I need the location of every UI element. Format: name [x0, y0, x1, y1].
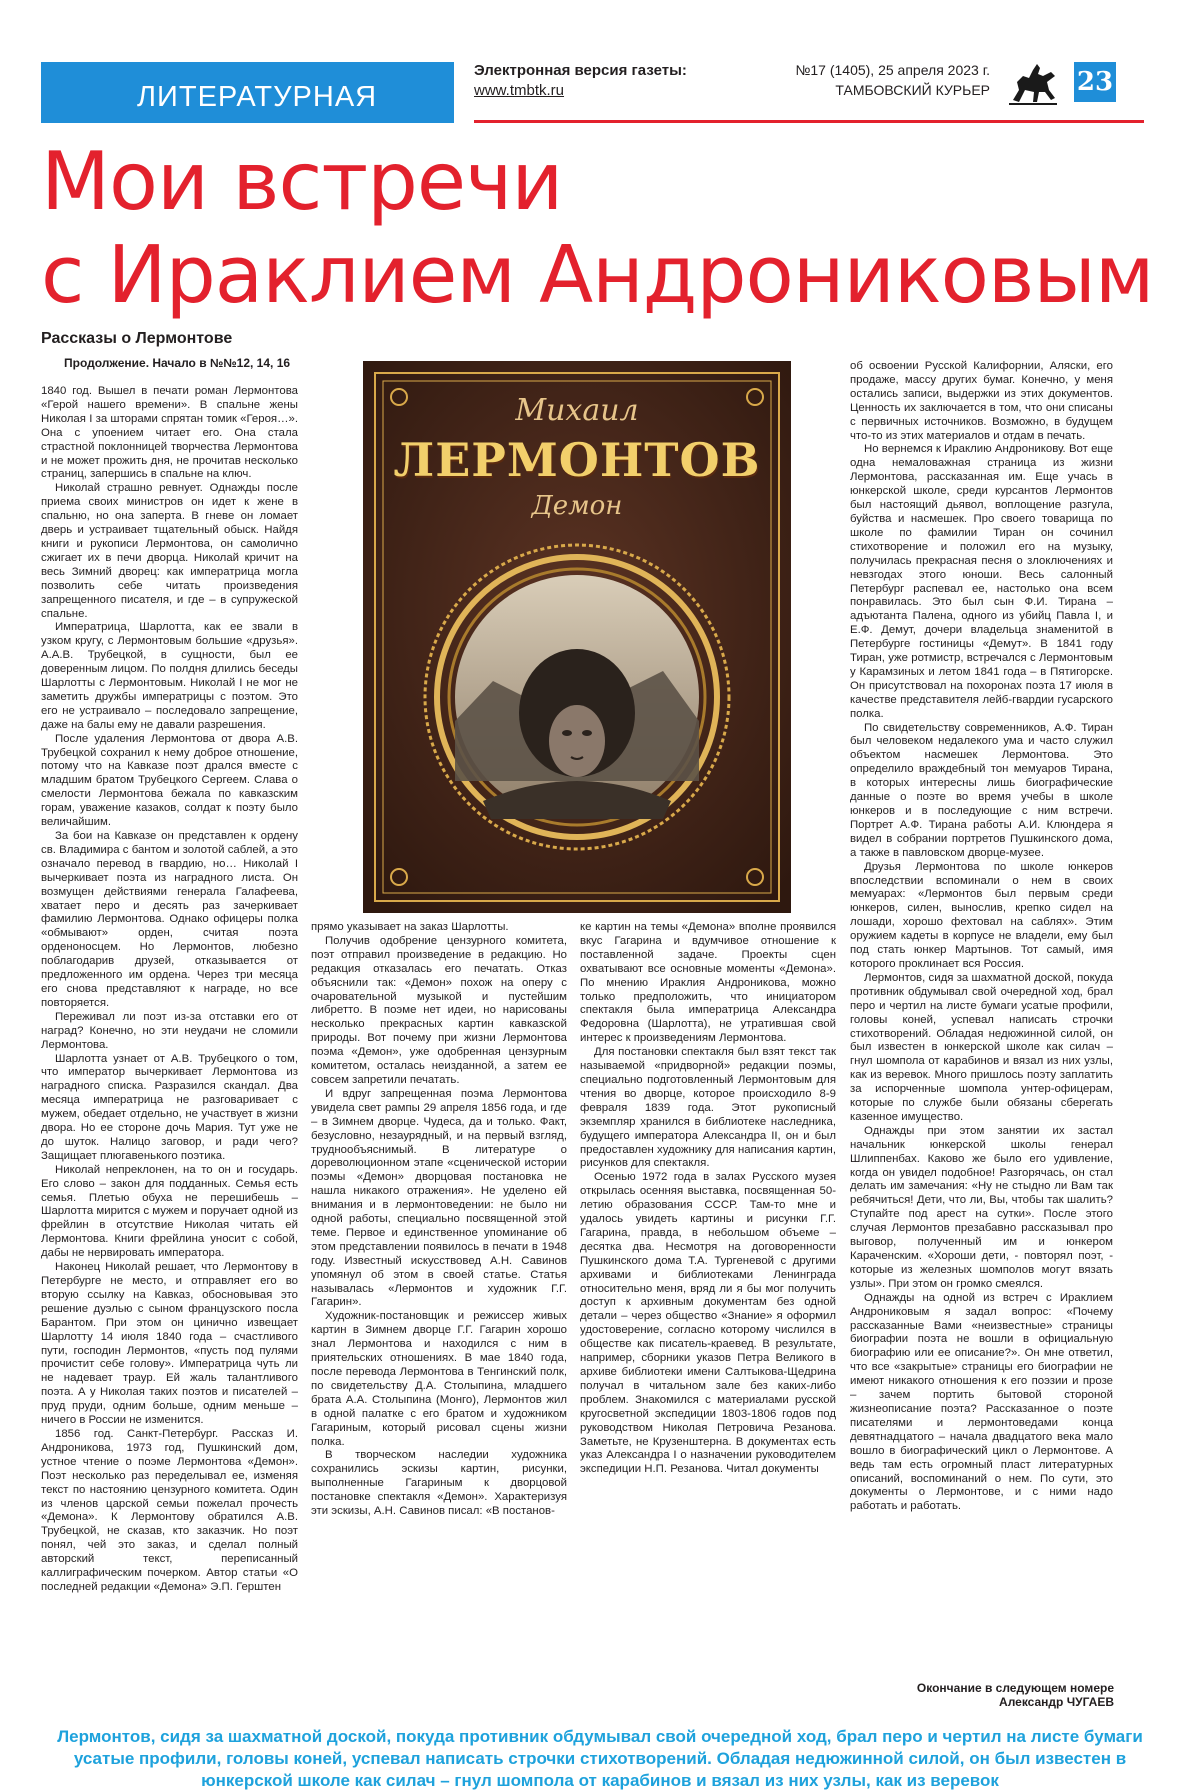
paragraph: Императрица, Шарлотта, как ее звали в узком кругу, с Лермонтовым большие «друзья». А.А.В. Трубецкой, в сущности, был ее доверенным лицом. По полдня длились беседы Шарлотты с Лермонтовым. Николай I не мог не заметить дружбы императрицы с поэтом. Это его не устраивало – последовало запрещение, даже на балы ему не давали разрешения.	[41, 621, 298, 731]
headline-line2: с Ираклием Андрониковым	[41, 229, 1154, 321]
paragraph: За бои на Кавказе он представлен к ордену св. Владимира с бантом и золотой саблей, а это означало перевод в гвардию, но… Николай I вычеркивает поэта из наградного листа. Он возмущен действиями генерала Галафеева, хватает перо и десять раз зачеркивает фамилию Лермонтова. Однако офицеры полка «обмывают» орден, считая поэта орденоносцем. Но Лермонтов, любезно поблагодарив друзей, отказывается от предложенного им ордена. Через три месяца его снова представляют к награде, но все повторяется.	[41, 830, 298, 1009]
paragraph: В творческом наследии художника сохранились эскизы картин, рисунки, выполненные Гагариным к дворцовой постановке спектакля «Демон». Характеризуя эти эскизы, А.Н. Савинов писал: «В постанов-	[311, 1449, 567, 1518]
paragraph: Но вернемся к Ираклию Андроникову. Вот еще одна немаловажная страница из жизни Лермонтова, рассказанная им. Еще учась в юнкерской школе, среди курсантов Лермонтов был настоящий дьявол, воплощение разгула, буйства и насмешек. Про своего товарища по школе по фамилии Тиран он сочинил стихотворение и положил его на музыку, получилась прекрасная песня о злоключениях и невзгодах этого юноши. Весь салонный Петербург распевал ее, настолько она всем понравилась. Это был сын Ф.И. Тирана – адъютанта Палена, одного из убийц Павла I, и Е.Ф. Демут, дочери владельца знаменитой в Петербурге гостиницы «Демут». В 1841 году Тиран, уже ротмистр, встречался с Лермонтовым у Карамзиных и летом 1841 года – в Пятигорске. Он присутствовал на похоронах поэта 17 июля в качестве представителя лейб-гвардии гусарского полка.	[850, 443, 1113, 720]
paragraph: Получив одобрение цензурного комитета, поэт отправил произведение в редакцию. Но редакция отказалась его печатать. Отказ объяснили так: «Демон» похож на оперу с очаровательной музыкой и пустейшим либретто. В поэме нет идеи, но нарисованы несколько прекрасных картин кавказской природы. Вот почему при жизни Лермонтова поэма «Демон», уже одобренная цензурным комитетом, осталась неизданной, а затем ее совсем запретили печатать.	[311, 934, 567, 1086]
paragraph: Шарлотта узнает от А.В. Трубецкого о том, что император вычеркивает Лермонтова из наградного списка. Разразился скандал. Два месяца императрица не разговаривает с мужем, обедает отдельно, не участвует в жизни двора. Но ее стороне дочь Мария. Тут уже не до шуток. Налицо заговор, и ради чего? Защищает плюгавенького поэтика.	[41, 1052, 298, 1162]
text-column-3	[580, 921, 836, 1711]
paragraph: об освоении Русской Калифорнии, Аляски, его продаже, массу других бумаг. Конечно, у меня остались записи, выдержки из этих документов. Ценность их заключается в том, что они списаны с первичных источников. Возможно, в будущем что-то из этих материалов и отдам в печать.	[850, 360, 1113, 442]
paper-name: ТАМБОВСКИЙ КУРЬЕР	[835, 82, 990, 98]
paragraph: Друзья Лермонтова по школе юнкеров впоследствии вспоминали о нем в своих мемуарах: «Лермонтов был первым среди юнкеров, силен, вынослив, крепко сидел на лошади, хорошо фехтовал на саблях». Этим оружием кадеты в корпусе не владели, ему был под стать юнкер Мартынов. Тот самый, имя которого проклинает вся Россия.	[850, 860, 1113, 970]
paragraph: Осенью 1972 года в залах Русского музея открылась осенняя выставка, посвященная 50-летию образования СССР. Там-то мне и удалось увидеть картины и рисунки Г.Г. Гагарина, правда, в небольшом объеме – десятка два. Несмотря на договоренности Пушкинского дома Т.А. Тургеневой с другими архивами и библиотеками Ленинграда относительно меня, вряд ли я бы мог получить доступ к архивным документам без одной детали – через общество «Знание» я оформил удостоверение, согласно которому числился в обществе как писатель-краевед. В результате, например, сборники указов Петра Великого в архиве библиотеки имени Салтыкова-Щедрина получал в читальном зале без каких-либо проблем. Знакомился с материалами русской кругосветной экспедиции 1803-1806 годов под руководством Николая Петровича Резанова. Заметьте, не Крузенштерна. В документах есть указ Александра I о назначении руководителем экспедиции Н.П. Резанова. Читал документы	[580, 1171, 836, 1476]
end-note: Окончание в следующем номере	[916, 1681, 1114, 1695]
paragraph: После удаления Лермонтова от двора А.В. Трубецкой сохранил к нему доброе отношение, потому что на Кавказе поэт дрался вместе с младшим братом Трубецкого Сергеем. Слава о смелости Лермонтова бежала по кавказским горам, уважение казаков, солдат к поэту было величайшим.	[41, 732, 298, 829]
horse-rider-icon	[1007, 60, 1059, 108]
book-cover	[363, 361, 791, 913]
paragraph: ке картин на темы «Демона» вполне проявился вкус Гагарина и вдумчивое отношение к поставленной задаче. Проекты сцен охватывают все основные моменты «Демона». По мнению Ираклия Андроникова, можно только предположить, что инициатором спектакля была императрица Александра Федоровна (Шарлотта), не утратившая свой интерес к произведениям Лермонтова.	[580, 921, 836, 1045]
section-label: ЛИТЕРАТУРНАЯ	[137, 81, 378, 113]
text-column-1	[41, 385, 298, 1711]
paragraph: По свидетельству современников, А.Ф. Тиран был человеком недалекого ума и часто служил объектом насмешек Лермонтова. Это определило враждебный тон мемуаров Тирана, в которых интересны лишь биографические данные о поэте во время учебы в школе юнкеров и в последующие с ним встречи. Портрет А.Ф. Тирана работы А.И. Клюндера я видел в собрании портретов Пушкинского дома, а также в павловском дворце-музее.	[850, 721, 1113, 859]
header-rule	[474, 120, 1144, 123]
subtitle: Рассказы о Лермонтове	[41, 330, 233, 347]
section-tab	[41, 62, 454, 123]
paragraph: прямо указывает на заказ Шарлотты.	[311, 921, 509, 933]
paragraph: Художник-постановщик и режиссер живых картин в Зимнем дворце Г.Г. Гагарин хорошо знал Лермонтова и находился с ним в приятельских отношениях. В мае 1840 года, после перевода Лермонтова в Тенгинский полк, по свидетельству Д.А. Столыпина, младшего брата А.А. Столыпина (Монго), Лермонтов жил в одной палатке с его братом и художником Гагариным, который рисовал сцены жизни полка.	[311, 1310, 567, 1448]
paragraph: И вдруг запрещенная поэма Лермонтова увидела свет рампы 29 апреля 1856 года, и где – в Зимнем дворце. Чудеса, да и только. Факт, безусловно, незаурядный, и на первый взгляд, труднообъяснимый. В литературе о дореволюционном этапе «сценической истории поэмы «Демон» дворцовая постановка не нашла никакого отражения». Не уделено ей внимания и в лермонтоведении: не было ни одной работы, специально посвященной этой теме. Первое и единственное упоминание об этом представлении появилось в печати в 1948 году. Известный искусствовед А.Н. Савинов упомянул об этом в своей статье. Статья называлась «Лермонтов и художник Г.Г. Гагарин».	[311, 1087, 567, 1309]
paragraph: Однажды при этом занятии их застал начальник юнкерской школы генерал Шлиппенбах. Каково же было его удивление, когда он увидел подобное! Разгорячась, он стал делать им замечания: «Ну не стыдно ли Вам так ребячиться! Дети, что ли, Вы, чтобы так шалить? Ступайте под арест на сутки». После этого случая Лермонтов презабавно рассказывал про выговор, полученный им и юнкером Караченским. «Хороши дети, - повторял поэт, - которые из железных шомполов могут вязать узлы». При этом он громко смеялся.	[850, 1124, 1113, 1290]
headline-line1: Мои встречи	[41, 135, 563, 228]
continued-note: Продолжение. Начало в №№12, 14, 16	[64, 356, 291, 370]
paragraph: Для постановки спектакля был взят текст так называемой «придворной» редакции поэмы, специально подготовленный Лермонтовым для чтения во дворце, которое происходило 8-9 февраля 1839 года. Этот рукописный экземпляр хранился в библиотеке наследника, будущего императора Александра II, он и был предоставлен художнику для написания картин, рисунков для спектакля.	[580, 1046, 836, 1170]
text-column-2	[311, 921, 567, 1711]
cover-author-last: ЛЕРМОНТОВ	[393, 433, 761, 487]
paragraph: Николай страшно ревнует. Однажды после приема своих министров он идет к жене в спальню, но она заперта. В гневе он ломает дверь и устраивает тщательный обыск. Найдя книги и рукописи Лермонтова, он самолично сжигает их в печи дворца. Николай кричит на весь Зимний дворец: как императрица могла позволить себе читать произведения запрещенного писателя, и где – в супружеской спальне.	[41, 482, 298, 620]
paragraph: Переживал ли поэт из-за отставки его от наград? Конечно, но эти неудачи не сломили Лермонтова.	[41, 1010, 298, 1051]
issue-info: №17 (1405), 25 апреля 2023 г.	[795, 62, 990, 78]
page-number: 23	[1074, 62, 1116, 102]
paragraph: 1856 год. Санкт-Петербург. Рассказ И. Андроникова, 1973 год, Пушкинский дом, устное чтение о поэме Лермонтова «Демон». Поэт несколько раз переделывал ее, изменяя текст по настоянию цензурного комитета. Один из членов царской семьи пожелал прочесть «Демона». К Лермонтову обратился А.В. Трубецкой, не сказав, кто заказчик. Но поэт понял, чей это заказ, и сделал полный авторский текст, переписанный каллиграфическим почерком. Автор статьи «О последней редакции «Демона» Э.П. Герштен	[41, 1427, 298, 1593]
cover-work-title: Демон	[531, 491, 623, 521]
paragraph: Николай непреклонен, на то он и государь. Его слово – закон для подданных. Семья есть семья. Плетью обуха не перешибешь – Шарлотта мирится с мужем и поручает одной из фрейлин в отсутствие Николая читать ей Лермонтова. Книги фрейлина уносит с собой, дабы не нервировать императора.	[41, 1163, 298, 1260]
author-signature: Александр ЧУГАЕВ	[999, 1695, 1114, 1709]
edition-label: Электронная версия газеты:	[474, 62, 687, 79]
text-column-4	[850, 360, 1113, 1670]
site-link[interactable]: www.tmbtk.ru	[474, 82, 565, 99]
paragraph: 1840 год. Вышел в печати роман Лермонтова «Герой нашего времени». В спальне жены Николая I за шторами спрятан томик «Героя…». Она с упоением читает его. Она стала страстной поклонницей творчества Лермонтова и не может прожить дня, не прочитав несколько страниц, запершись в спальне на ключ.	[41, 385, 298, 481]
paragraph: Однажды на одной из встреч с Ираклием Андрониковым я задал вопрос: «Почему рассказанные Вами «неизвестные» страницы биографии поэта не вошли в официальную биографию или ее описание?». Он мне ответил, что все «закрытые» страницы его биографии не имеют никакого отношения к его поэзии и прозе – зачем портить бытовой стороной жизнеописание поэта? Рассказанное о поэте писателями и лермонтоведами конца девятнадцатого – начала двадцатого века мало вошло в биографический цикл о Лермонтове. А ведь там есть огромный пласт литературных описаний, воспоминаний о нем. По сути, это документы о Лермонтове, и с ними надо работать и работать.	[850, 1291, 1113, 1513]
paragraph: Наконец Николай решает, что Лермонтову в Петербурге не место, и отправляет его во вторую ссылку на Кавказ, обосновывая это решение дуэлью с сыном французского посла Барантом. При этом он цинично извещает Шарлотту 14 июля 1840 года – счастливого пути, господин Лермонтов, «пусть под пулями прочистит себе голову». Императрица чуть ли не надевает траур. Ей жаль талантливого поэта. А у Николая таких поэтов и писателей – пруд пруди, одним больше, одним меньше – ничего в России не изменится.	[41, 1261, 298, 1427]
cover-author-first: Михаил	[515, 393, 639, 428]
paragraph: Лермонтов, сидя за шахматной доской, покуда противник обдумывал свой очередной ход, брал перо и чертил на листе бумаги усатые профили, головы коней, успевал написать строчки стихотворений. Обладая недюжинной силой, он был известен в юнкерской школе как силач – гнул шомпола от карабинов и вязал из них узлы, как из веревок. Много пришлось поэту заплатить за испорченные шомпола унтер-офицерам, которые по службе были обязаны сберегать казенное имущество.	[850, 971, 1113, 1123]
pull-quote: Лермонтов, сидя за шахматной доской, покуда противник обдумывал свой очередной ход, брал перо и чертил на листе бумаги усатые профили, головы коней, успевал написать строчки стихотворений. Обладая недюжинной силой, он был известен в юнкерской школе как силач – гнул шомпола от карабинов и вязал из них узлы, как из веревок	[57, 1727, 1143, 1790]
